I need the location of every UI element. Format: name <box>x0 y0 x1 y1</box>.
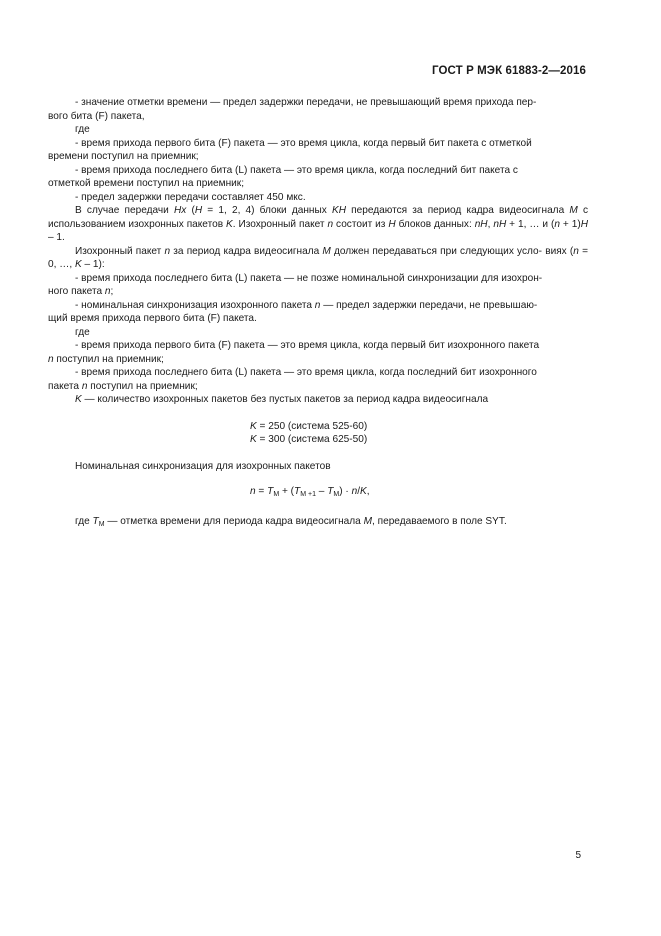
paragraph-line: K — количество изохронных пакетов без пустых пакетов за период кадра видеосигнала <box>75 394 489 405</box>
paragraph-line: n поступил на приемник; <box>48 353 164 365</box>
document-body <box>48 96 588 531</box>
paragraph-line: где <box>75 326 90 338</box>
document-header: ГОСТ Р МЭК 61883-2—2016 <box>432 65 586 77</box>
paragraph-line: ного пакета n; <box>48 286 114 297</box>
paragraph-where-tm: где $T_M$ — отметка времени для периода кадра видеосигнала M, передаваемого в поле SYT. <box>75 515 507 528</box>
paragraph-transmission: В случае передачи Hx (H = 1, 2, 4) блоки данных KH передаются за период кадра видеосигнала M с использованием изохронных пакетов K. Изохронный пакет n состоит из H блоков данных: nH, nH + 1, … и (n + 1)H – 1. <box>48 205 589 243</box>
paragraph-line: - время прихода последнего бита (L) пакета — это время цикла, когда последний бит пакета с <box>75 164 518 176</box>
paragraph-line: вого бита (F) пакета, <box>48 110 145 122</box>
paragraph-line: - время прихода последнего бита (L) пакета — не позже номинальной синхронизации для изохрон- <box>75 272 543 284</box>
paragraph-line: пакета n поступил на приемник; <box>48 380 198 392</box>
paragraph-conditions: Изохронный пакет n за период кадра видеосигнала M должен передаваться при следующих усло- виях (n = 0, …, K – 1): <box>48 245 588 270</box>
paragraph-line: - номинальная синхронизация изохронного пакета n — предел задержки передачи, не превышаю- <box>75 299 538 311</box>
paragraph-line: времени поступил на приемник; <box>48 151 199 162</box>
formula-nominal-sync: $n = T_M + (T_{M +1} - T_M) \cdot n/K$, <box>250 486 370 498</box>
paragraph-line: - значение отметки времени — предел задержки передачи, не превышающий время прихода пер- <box>75 97 537 108</box>
formula-k-625: K = 300 (система 625-50) <box>250 434 368 445</box>
paragraph-line: щий время прихода первого бита (F) пакета. <box>48 313 257 324</box>
paragraph-line: - предел задержки передачи составляет 450 мкс. <box>75 191 306 203</box>
page-number: 5 <box>575 850 581 861</box>
paragraph-line: отметкой времени поступил на приемник; <box>48 178 245 189</box>
paragraph-line: - время прихода последнего бита (L) пакета — это время цикла, когда последний бит изохронного <box>75 367 537 378</box>
paragraph-line: где <box>75 124 90 135</box>
paragraph-line: - время прихода первого бита (F) пакета — это время цикла, когда первый бит пакета с отметкой <box>75 137 532 149</box>
paragraph-line: - время прихода первого бита (F) пакета — это время цикла, когда первый бит изохронного пакета <box>75 340 540 351</box>
formula-k-525: K = 250 (система 525-60) <box>250 420 368 432</box>
paragraph-line: Номинальная синхронизация для изохронных пакетов <box>75 460 331 472</box>
